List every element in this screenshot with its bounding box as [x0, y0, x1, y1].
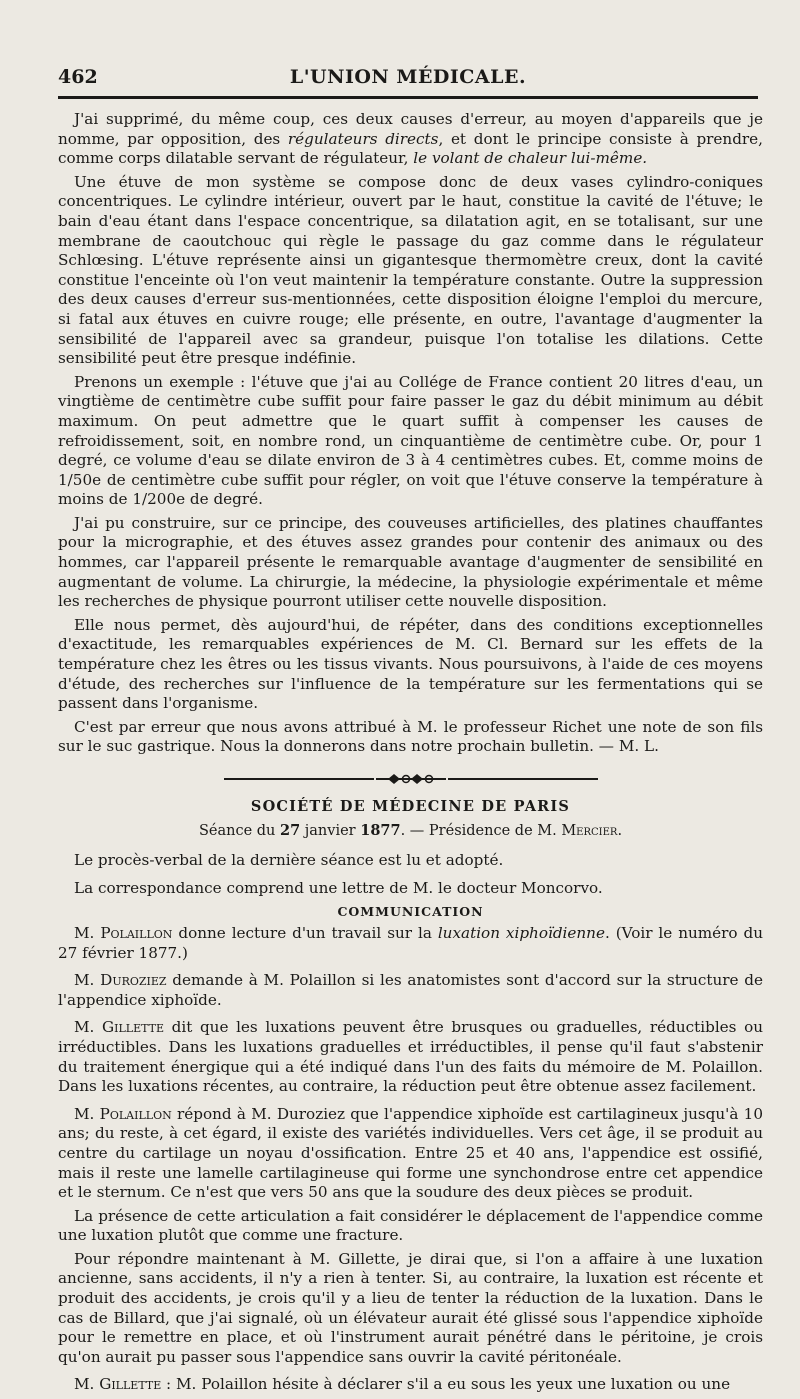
speaker-name: M. Gillette — [74, 1018, 165, 1037]
communication-paragraph-5: La présence de cette articulation a fait considérer le déplacement de l'appendice comme une luxation plutôt que comme une fracture. — [58, 1206, 763, 1245]
president-name: Mercier — [561, 822, 618, 839]
article-paragraph-1: J'ai supprimé, du même coup, ces deux causes d'erreur, au moyen d'appareils que je nomme, par opposition, des régulateurs directs, et dont le principe consiste à prendre, comme corps dilatable servant de régulateur, le volant de chaleur lui-même. — [58, 110, 763, 168]
communication-paragraph-7: M. Gillette : M. Polaillon hésite à déclarer s'il a eu sous les yeux une luxation ou une — [74, 1375, 731, 1394]
communication-paragraph-1: M. Polaillon donne lecture d'un travail sur la luxation xiphoïdienne. (Voir le numéro du 27 février 1877.) — [58, 923, 763, 962]
article-paragraph-4: J'ai pu construire, sur ce principe, des couveuses artificielles, des platines chauffantes pour la micrographie, et des étuves assez grandes pour contenir des animaux ou des hommes, car l'appareil présente le remarquable avantage d'augmenter de sensibilité en augmentant de volume. La chirurgie, la médecine, la physiologie expérimentale et même les recherches de physique pourront utiliser cette nouvelle disposition. — [58, 513, 763, 611]
article-paragraph-2: Une étuve de mon système se compose donc de deux vases cylindro-coniques concentriques. Le cylindre intérieur, ouvert par le haut, constitue la cavité de l'étuve; le bain d'eau étant dans l'espace concentrique, sa dilatation agit, en se totalisant, sur une membrane de caoutchouc qui règle le passage du gaz comme dans le régulateur Schlœsing. L'étuve représente ainsi un gigantesque thermomètre creux, dont la cavité constitue l'enceinte où l'on veut maintenir la température constante. Outre la suppression des deux causes d'erreur sus-mentionnées, cette disposition éloigne l'emploi du mercure, si fatal aux étuves en cuivre rouge; elle présente, en outre, l'avantage d'augmenter la sensibilité de l'appareil avec sa grandeur, puisque l'on totalise les dilations. Cette sensibilité peut être presque indéfinie. — [58, 172, 763, 368]
communication-paragraph-4: M. Polaillon répond à M. Duroziez que l'appendice xiphoïde est cartilagineux jusqu'à 10 ans; du reste, à cet égard, il existe des variétés individuelles. Vers cet âge, il se produit au centre du cartilage un noyau d'ossification. Entre 25 et 40 ans, l'appendice est ossifié, mais il reste une lamelle cartilagineuse qui forme une synchondrose entre cet appendice et le sternum. Ce n'est que vers 50 ans que la soudure des deux pièces se produit. — [58, 1104, 764, 1202]
speaker-name: M. Duroziez — [74, 971, 167, 990]
ornament-icon — [376, 772, 446, 786]
speaker-name: M. Polaillon — [74, 923, 173, 942]
communication-heading: COMMUNICATION — [337, 904, 484, 920]
section-divider-ornament — [58, 771, 763, 787]
divider-line-left — [224, 778, 374, 780]
page-body — [58, 110, 763, 1399]
communication-paragraph-2: M. Duroziez demande à M. Polaillon si les anatomistes sont d'accord sur la structure de l'appendice xiphoïde. — [58, 971, 763, 1009]
communication-paragraph-3: M. Gillette dit que les luxations peuvent être brusques ou graduelles, réductibles ou irréductibles. Dans les luxations graduelles et irréductibles, il pense qu'il faut s'abstenir du traitement énergique qui a été indiqué dans l'un des faits du mémoire de M. Polaillon. Dans les luxations récentes, au contraire, la réduction peut être obtenue assez facilement. — [58, 1018, 764, 1096]
page-header — [58, 66, 758, 94]
minutes-paragraph: Le procès-verbal de la dernière séance est lu et adopté. — [74, 851, 504, 870]
session-line: Séance du 27 janvier 1877. — Présidence de M. Mercier. — [198, 821, 623, 839]
speaker-name: M. Polaillon — [74, 1104, 172, 1123]
divider-line-right — [448, 778, 598, 780]
header-rule — [58, 96, 758, 99]
running-title: L'UNION MÉDICALE. — [289, 66, 527, 88]
communication-paragraph-6: Pour répondre maintenant à M. Gillette, je dirai que, si l'on a affaire à une luxation ancienne, sans accidents, il n'y a rien à tenter. Si, au contraire, la luxation est récente et produit des accidents, je crois qu'il y a lieu de tenter la réduction de la luxation. Dans le cas de Billard, que j'ai signalé, où un élévateur aurait été glissé sous l'appendice xiphoïde pour le remettre en place, et où l'instrument aurait pénétré dans le péritoine, je crois qu'on aurait pu passer sous l'appendice sans ouvrir la cavité péritonéale. — [58, 1249, 763, 1366]
society-title: SOCIÉTÉ DE MÉDECINE DE PARIS — [250, 798, 571, 815]
page-number: 462 — [58, 66, 98, 88]
speaker-name: M. Gillette — [74, 1375, 162, 1394]
society-section — [58, 797, 763, 1395]
article-paragraph-3: Prenons un exemple : l'étuve que j'ai au Collége de France contient 20 litres d'eau, un vingtième de centimètre cube suffit pour faire passer le gaz du débit minimum au débit maximum. On peut admettre que le quart suffit à compenser les causes de refroidissement, soit, en nombre rond, un cinquantième de centimètre cube. Or, pour 1 degré, ce volume d'eau se dilate environ de 3 à 4 centimètres cubes. Et, comme moins de 1/50e de centimètre cube suffit pour régler, on voit que l'étuve conserve la température à moins de 1/200e de degré. — [58, 372, 763, 509]
editorial-note: C'est par erreur que nous avons attribué à M. le professeur Richet une note de son fils sur le suc gastrique. Nous la donnerons dans notre prochain bulletin. — M. L. — [58, 717, 763, 756]
article-section — [58, 110, 763, 757]
article-paragraph-5: Elle nous permet, dès aujourd'hui, de répéter, dans des conditions exceptionnelles d'exactitude, les remarquables expériences de M. Cl. Bernard sur les effets de la température chez les êtres ou les tissus vivants. Nous poursuivons, à l'aide de ces moyens d'étude, des recherches sur l'influence de la température sur les fermentations qui se passent dans l'organisme. — [58, 615, 763, 713]
correspondence-paragraph: La correspondance comprend une lettre de M. le docteur Moncorvo. — [74, 878, 603, 897]
